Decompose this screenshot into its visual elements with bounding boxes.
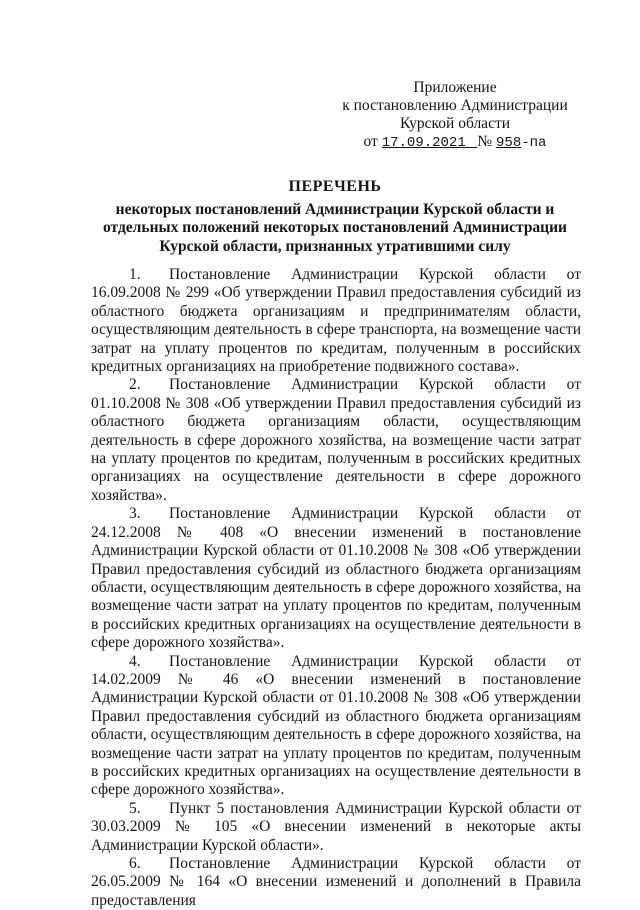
list-item <box>91 505 581 652</box>
list-item <box>91 376 581 505</box>
item-text: Пункт 5 постановления Администрации Курской области от 30.03.2009 № 105 «О внесении изменений в некоторые акты Администрации Курской области». <box>91 799 581 854</box>
item-number: 3. <box>129 505 141 523</box>
item-number: 6. <box>129 855 141 872</box>
appendix-date-number <box>330 133 580 152</box>
resolution-number-suffix: -па <box>521 135 547 151</box>
title-subtitle-line-3: Курской области, признанных утратившими силу <box>159 237 511 255</box>
title-subtitle-line-2: отдельных положений некоторых постановлений Администрации <box>103 219 567 236</box>
number-prefix: № <box>477 133 493 150</box>
list-item <box>91 653 581 800</box>
list-item <box>91 855 581 910</box>
item-number: 1. <box>129 266 141 283</box>
item-number: 5. <box>129 799 141 817</box>
item-text: Постановление Администрации Курской области от 14.02.2009 № 46 «О внесении изменений в постановление Администрации Курской области от 01.10.2008 № 308 «Об утверждении Правил предоставления субсидий из областного бюджета организациям области, осуществляющим деятельность в сфере дорожного хозяйства, на возмещение части затрат на уплату процентов по кредитам, полученным в российских кредитных организациях на осуществление деятельности в сфере дорожного хозяйства». <box>91 652 581 799</box>
appendix-label: Приложение <box>413 79 497 96</box>
item-text: Постановление Администрации Курской области от 24.12.2008 № 408 «О внесении изменений в постановление Администрации Курской области от 01.10.2008 № 308 «Об утверждении Правил предоставления субсидий из областного бюджета организациям области, осуществляющим деятельность в сфере дорожного хозяйства, на возмещение части затрат на уплату процентов по кредитам, полученным в российских кредитных организациях на осуществление деятельности в сфере дорожного хозяйства». <box>91 505 581 652</box>
item-text: Постановление Администрации Курской области от 16.09.2008 № 299 «Об утверждении Правил предоставления субсидий из областного бюджета организациям и предпринимателям области, осуществляющим деятельность в сфере транспорта, на возмещение части затрат на уплату процентов по кредитам, полученным в российских кредитных организациях на приобретение подвижного состава». <box>91 266 581 376</box>
item-text: Постановление Администрации Курской области от 01.10.2008 № 308 «Об утверждении Правил предоставления субсидий из областного бюджета организациям области, осуществляющим деятельность в сфере дорожного хозяйства, на возмещение части затрат на уплату процентов по кредитам, полученным в российских кредитных организациях на осуществление деятельности в сфере дорожного хозяйства». <box>91 376 581 504</box>
appendix-header <box>330 79 580 152</box>
items-list <box>91 266 581 910</box>
item-text: Постановление Администрации Курской области от 26.05.2009 № 164 «О внесении изменений и дополнений в Правила предоставления <box>91 855 581 909</box>
resolution-number: 958 <box>496 135 522 151</box>
resolution-date: 17.09.2021 <box>381 135 466 151</box>
date-prefix: от <box>363 133 378 150</box>
list-item <box>91 266 581 376</box>
list-item <box>91 800 581 855</box>
title-subtitle-line-1: некоторых постановлений Администрации Курской области и <box>115 200 555 218</box>
title-heading: ПЕРЕЧЕНЬ <box>288 178 382 195</box>
item-number: 2. <box>129 376 141 394</box>
appendix-resolution-ref: к постановлению Администрации <box>342 97 568 114</box>
item-number: 4. <box>129 652 141 670</box>
appendix-region: Курской области <box>399 115 511 132</box>
document-title <box>88 178 582 256</box>
